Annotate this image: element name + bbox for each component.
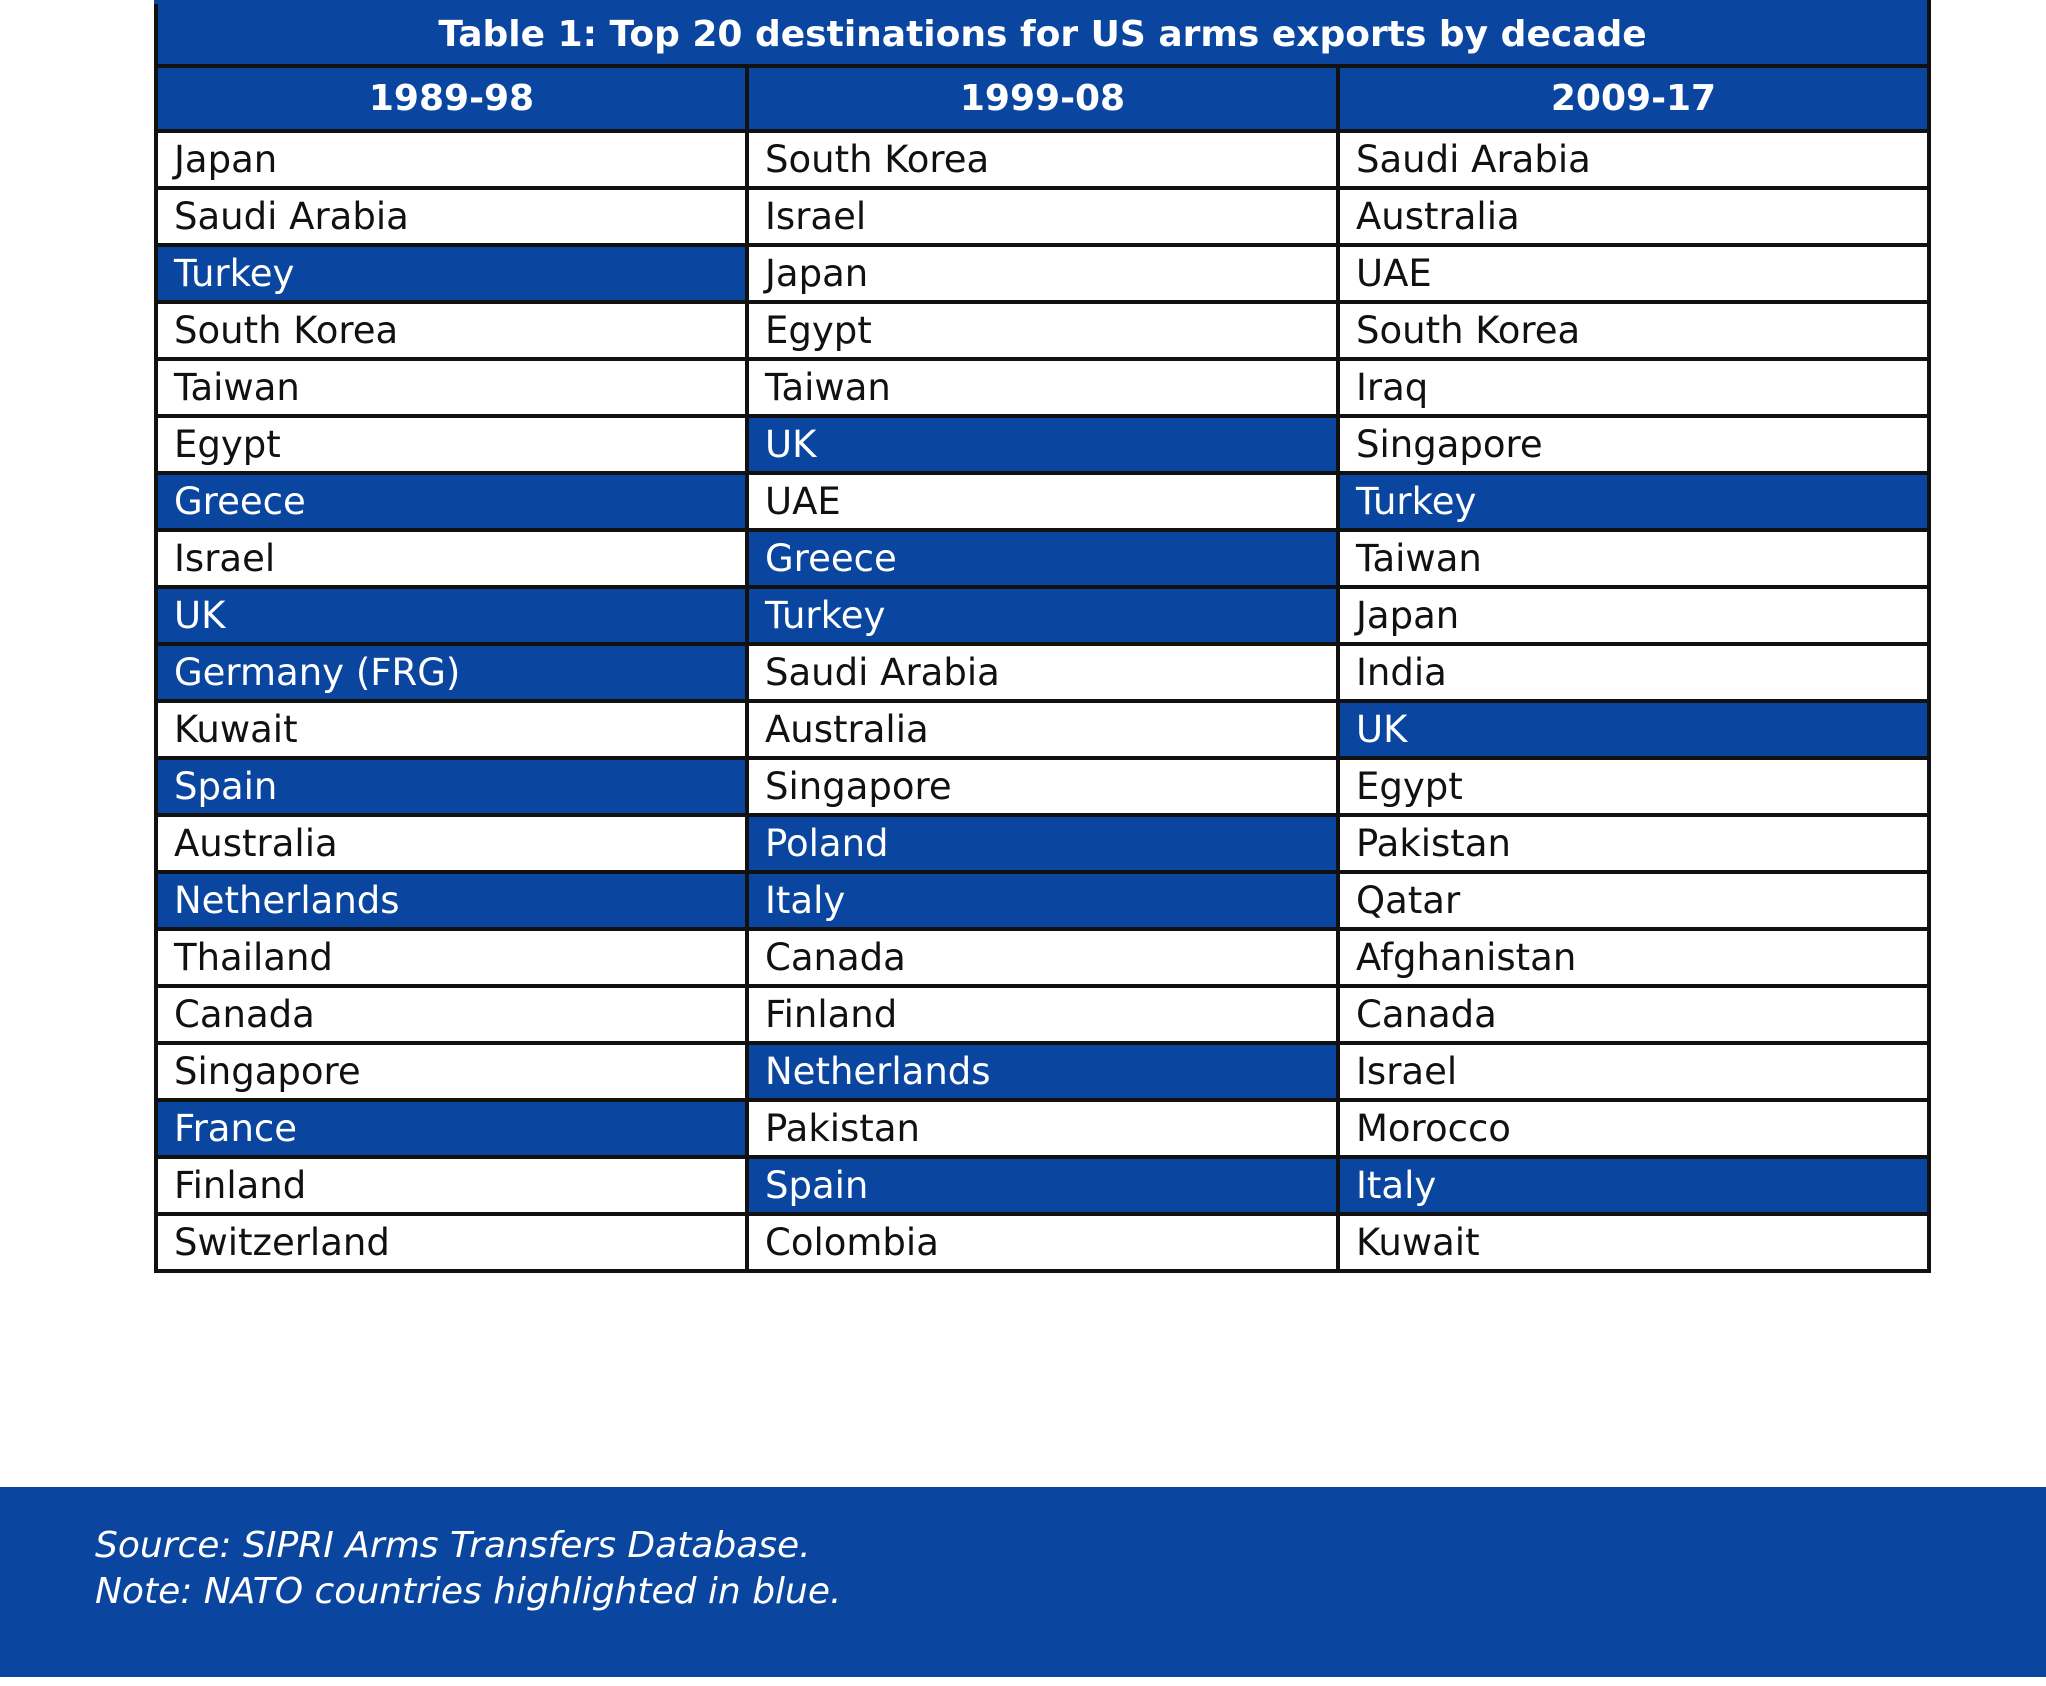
table-row — [156, 473, 1929, 530]
country-cell: Turkey — [747, 587, 1338, 644]
arms-exports-table — [154, 0, 1931, 1273]
country-cell: Afghanistan — [1338, 929, 1929, 986]
table-row — [156, 701, 1929, 758]
country-cell: Egypt — [747, 302, 1338, 359]
country-cell: Taiwan — [156, 359, 747, 416]
table-row — [156, 1214, 1929, 1271]
note-text: Note: NATO countries highlighted in blue. — [95, 1571, 842, 1612]
country-cell: Finland — [747, 986, 1338, 1043]
country-cell: Netherlands — [156, 872, 747, 929]
country-cell: Pakistan — [747, 1100, 1338, 1157]
table-row — [156, 245, 1929, 302]
country-cell: Spain — [156, 758, 747, 815]
source-footer — [0, 1487, 2046, 1677]
country-cell: Israel — [1338, 1043, 1929, 1100]
country-cell: India — [1338, 644, 1929, 701]
country-cell: UAE — [747, 473, 1338, 530]
country-cell: Italy — [747, 872, 1338, 929]
country-cell: Egypt — [1338, 758, 1929, 815]
table-row — [156, 359, 1929, 416]
table-body — [156, 131, 1929, 1271]
country-cell: UK — [156, 587, 747, 644]
country-cell: South Korea — [156, 302, 747, 359]
country-cell: South Korea — [747, 131, 1338, 188]
table-row — [156, 302, 1929, 359]
table-row — [156, 1100, 1929, 1157]
country-cell: UK — [1338, 701, 1929, 758]
column-header-1999-08: 1999-08 — [747, 66, 1338, 131]
table-row — [156, 644, 1929, 701]
country-cell: Finland — [156, 1157, 747, 1214]
table-row — [156, 131, 1929, 188]
country-cell: Turkey — [1338, 473, 1929, 530]
country-cell: Singapore — [156, 1043, 747, 1100]
table-row — [156, 986, 1929, 1043]
country-cell: Germany (FRG) — [156, 644, 747, 701]
country-cell: Taiwan — [747, 359, 1338, 416]
table-row — [156, 929, 1929, 986]
table-row — [156, 1157, 1929, 1214]
country-cell: Kuwait — [1338, 1214, 1929, 1271]
table-row — [156, 188, 1929, 245]
country-cell: Egypt — [156, 416, 747, 473]
country-cell: Turkey — [156, 245, 747, 302]
country-cell: Taiwan — [1338, 530, 1929, 587]
country-cell: Qatar — [1338, 872, 1929, 929]
table-row — [156, 416, 1929, 473]
table-row — [156, 872, 1929, 929]
arms-table-container — [154, 0, 1929, 1273]
country-cell: Japan — [1338, 587, 1929, 644]
country-cell: Switzerland — [156, 1214, 747, 1271]
country-cell: Colombia — [747, 1214, 1338, 1271]
column-header-1989-98: 1989-98 — [156, 66, 747, 131]
country-cell: Japan — [747, 245, 1338, 302]
country-cell: Saudi Arabia — [1338, 131, 1929, 188]
country-cell: Israel — [156, 530, 747, 587]
country-cell: Morocco — [1338, 1100, 1929, 1157]
country-cell: Netherlands — [747, 1043, 1338, 1100]
country-cell: Australia — [747, 701, 1338, 758]
table-row — [156, 530, 1929, 587]
source-text: Source: SIPRI Arms Transfers Database. — [95, 1525, 811, 1566]
country-cell: Japan — [156, 131, 747, 188]
table-row — [156, 587, 1929, 644]
country-cell: Iraq — [1338, 359, 1929, 416]
country-cell: Australia — [1338, 188, 1929, 245]
country-cell: Pakistan — [1338, 815, 1929, 872]
table-row — [156, 815, 1929, 872]
country-cell: UAE — [1338, 245, 1929, 302]
country-cell: Canada — [156, 986, 747, 1043]
column-header-2009-17: 2009-17 — [1338, 66, 1929, 131]
country-cell: Greece — [156, 473, 747, 530]
country-cell: South Korea — [1338, 302, 1929, 359]
country-cell: Poland — [747, 815, 1338, 872]
table-title: Table 1: Top 20 destinations for US arms exports by decade — [156, 2, 1929, 66]
country-cell: Thailand — [156, 929, 747, 986]
country-cell: Singapore — [747, 758, 1338, 815]
country-cell: Greece — [747, 530, 1338, 587]
country-cell: France — [156, 1100, 747, 1157]
country-cell: Italy — [1338, 1157, 1929, 1214]
table-title-row — [156, 2, 1929, 66]
country-cell: Saudi Arabia — [156, 188, 747, 245]
table-row — [156, 758, 1929, 815]
country-cell: Singapore — [1338, 416, 1929, 473]
country-cell: Saudi Arabia — [747, 644, 1338, 701]
table-row — [156, 1043, 1929, 1100]
country-cell: UK — [747, 416, 1338, 473]
country-cell: Australia — [156, 815, 747, 872]
country-cell: Canada — [1338, 986, 1929, 1043]
country-cell: Israel — [747, 188, 1338, 245]
country-cell: Canada — [747, 929, 1338, 986]
country-cell: Spain — [747, 1157, 1338, 1214]
table-header-row — [156, 66, 1929, 131]
country-cell: Kuwait — [156, 701, 747, 758]
